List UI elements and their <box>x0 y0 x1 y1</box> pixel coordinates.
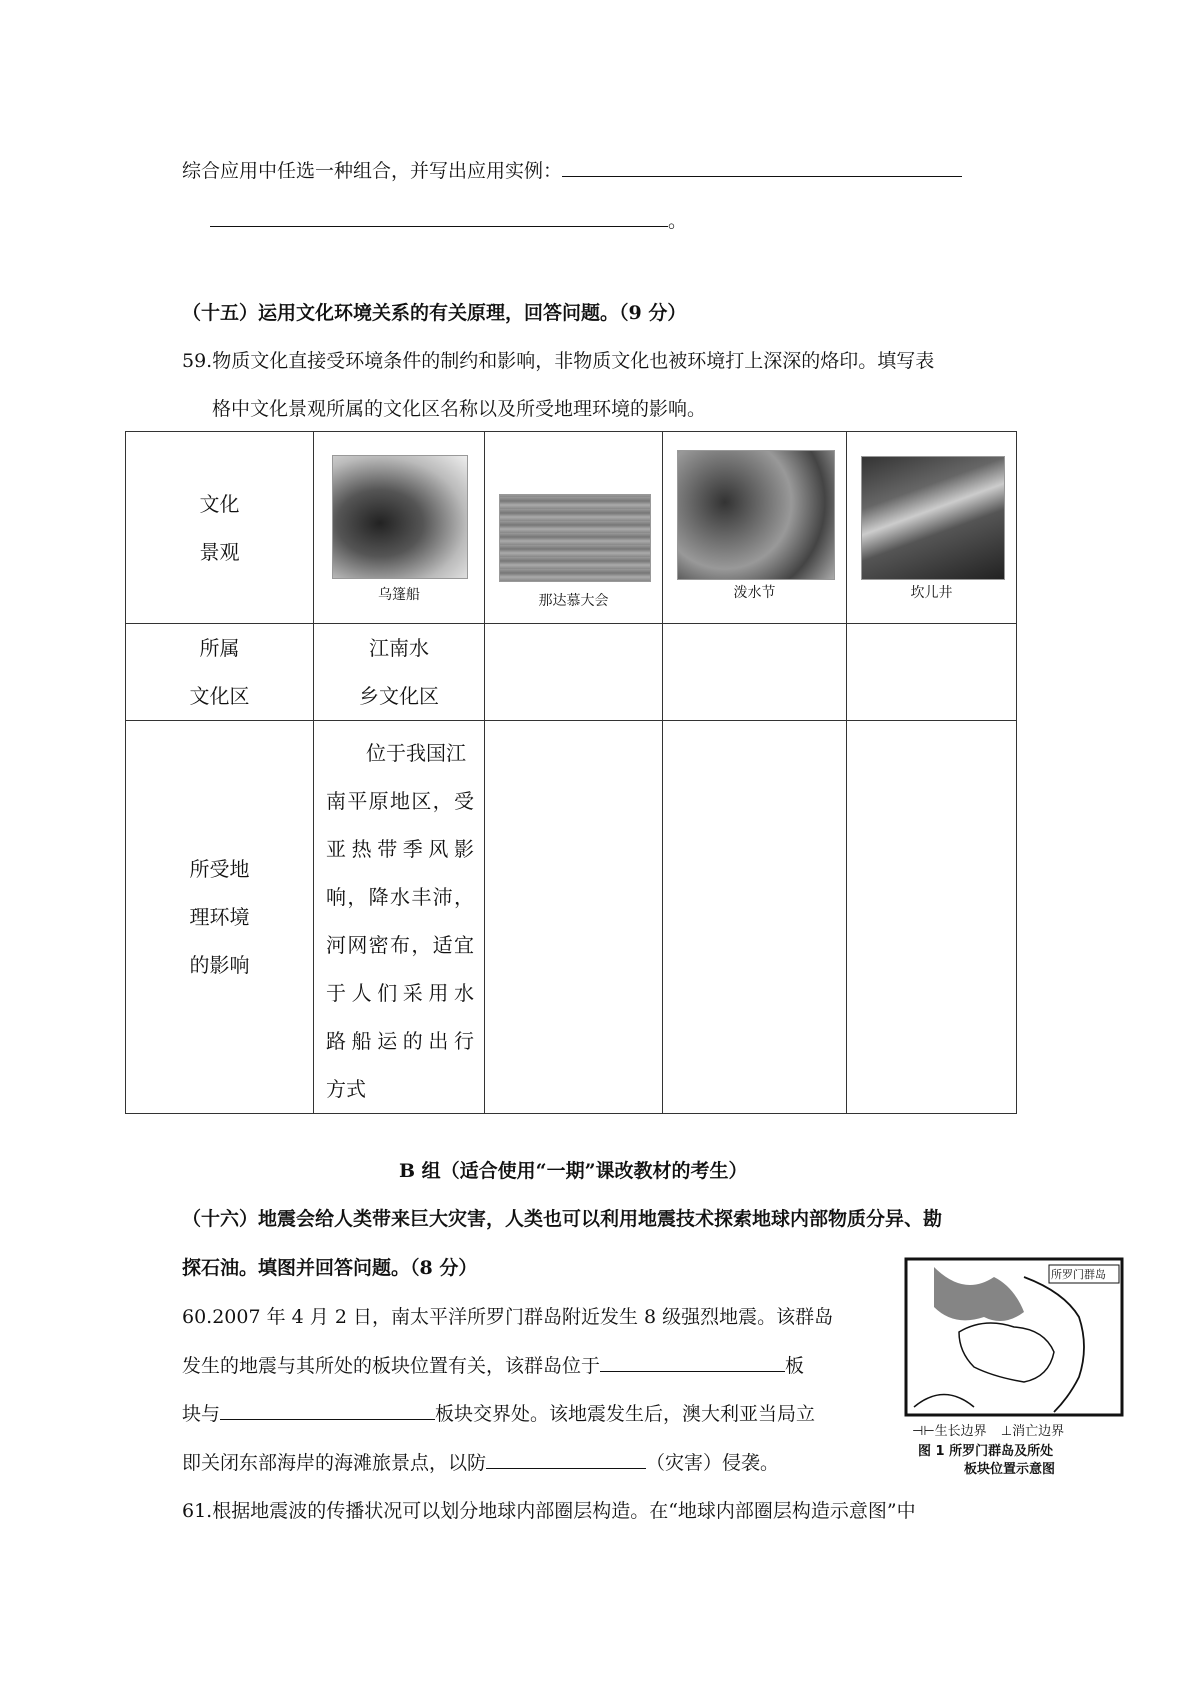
section-16-line-2: 探石油。填图并回答问题。（8 分） <box>182 1257 478 1279</box>
influence-cell-4[interactable] <box>847 721 1017 1114</box>
question-60-line-2 <box>182 1353 804 1378</box>
answer-line-2 <box>210 208 687 233</box>
photo-caption: 坎儿井 <box>910 585 953 601</box>
label-text: 文化区 <box>189 684 250 708</box>
photo-cell-water <box>663 432 847 624</box>
q60-text: 板块交界处。该地震发生后，澳大利亚当局立 <box>435 1403 816 1425</box>
influence-cell-1 <box>314 721 485 1114</box>
label-text: 所属 <box>199 636 240 660</box>
influence-cell-3[interactable] <box>663 721 847 1114</box>
photo-cell-festival <box>485 432 663 624</box>
label-text: 的影响 <box>189 953 250 977</box>
q60-text: 即关闭东部海岸的海滩旅景点，以防 <box>182 1452 487 1474</box>
map-caption-1: 图 1 所罗门群岛及所处 <box>918 1444 1054 1459</box>
festival-photo-icon <box>499 494 651 582</box>
disaster-blank[interactable] <box>486 1450 646 1469</box>
region-text: 江南水 <box>369 636 429 660</box>
label-text: 文化 <box>199 491 240 516</box>
question-59-line-1: 59.物质文化直接受环境条件的制约和影响，非物质文化也被环境打上深深的烙印。填写表 <box>182 350 935 372</box>
q60-text: 板 <box>785 1355 805 1377</box>
region-text: 乡文化区 <box>359 684 439 708</box>
water-festival-photo-icon <box>677 450 835 580</box>
boat-photo-icon <box>332 455 468 579</box>
photo-caption: 泼水节 <box>733 585 776 601</box>
question-60-line-3 <box>182 1401 815 1426</box>
row-label-influence <box>126 721 314 1114</box>
group-b-heading: B 组（适合使用“一期”课改教材的考生） <box>399 1160 748 1182</box>
answer-blank-1[interactable] <box>562 158 962 177</box>
legend-die-text: 消亡边界 <box>1012 1424 1065 1439</box>
grow-boundary-icon: ⊣⊢ <box>912 1424 935 1439</box>
influence-cell-2[interactable] <box>485 721 663 1114</box>
section-15-heading: （十五）运用文化环境关系的有关原理，回答问题。（9 分） <box>182 302 687 324</box>
influence-text: 于人们采用水 <box>326 981 474 1005</box>
row-label-region <box>126 624 314 721</box>
answer-prompt: 综合应用中任选一种组合，并写出应用实例： <box>182 160 563 182</box>
subduction-boundary-icon: ⊥ <box>1000 1424 1013 1439</box>
answer-blank-2[interactable] <box>210 208 668 227</box>
karez-photo-icon <box>861 456 1005 580</box>
region-cell-4[interactable] <box>847 624 1017 721</box>
legend-grow-text: 生长边界 <box>934 1424 987 1439</box>
plate-map-figure <box>904 1257 1124 1477</box>
map-legend <box>912 1420 1064 1439</box>
photo-caption: 乌篷船 <box>378 587 420 603</box>
influence-text: 响，降水丰沛， <box>326 885 474 909</box>
label-text: 所受地 <box>189 857 250 881</box>
q60-text: 块与 <box>182 1403 221 1425</box>
influence-text: 位于我国江 <box>366 741 466 765</box>
influence-text: 亚热带季风影 <box>326 837 474 861</box>
photo-caption: 那达慕大会 <box>538 593 609 609</box>
question-60-line-1: 60.2007 年 4 月 2 日，南太平洋所罗门群岛附近发生 8 级强烈地震。该群岛 <box>182 1306 834 1328</box>
influence-text: 方式 <box>326 1077 366 1101</box>
section-16-line-1: （十六）地震会给人类带来巨大灾害，人类也可以利用地震技术探索地球内部物质分异、勘 <box>182 1208 943 1230</box>
label-text: 理环境 <box>189 905 250 929</box>
region-cell-1 <box>314 624 485 721</box>
q60-text: （灾害）侵袭。 <box>646 1452 780 1474</box>
influence-text: 南平原地区，受 <box>326 789 474 813</box>
influence-text: 河网密布，适宜 <box>326 933 474 957</box>
region-cell-3[interactable] <box>663 624 847 721</box>
influence-text: 路船运的出行 <box>326 1029 474 1053</box>
row-label-landscape <box>126 432 314 624</box>
map-caption-2: 板块位置示意图 <box>964 1462 1056 1477</box>
culture-table <box>125 431 1017 1114</box>
period: 。 <box>668 210 688 232</box>
q60-text: 发生的地震与其所处的板块位置有关，该群岛位于 <box>182 1355 601 1377</box>
plate-blank-2[interactable] <box>220 1401 435 1420</box>
plate-blank-1[interactable] <box>600 1353 785 1372</box>
photo-cell-karez <box>847 432 1017 624</box>
question-60-line-4 <box>182 1450 779 1475</box>
label-text: 景观 <box>199 539 240 564</box>
question-59-line-2: 格中文化景观所属的文化区名称以及所受地理环境的影响。 <box>212 398 707 420</box>
region-cell-2[interactable] <box>485 624 663 721</box>
photo-cell-boat <box>314 432 485 624</box>
map-label-islands: 所罗门群岛 <box>1051 1268 1106 1281</box>
answer-line-1 <box>182 158 962 183</box>
question-61-line-1: 61.根据地震波的传播状况可以划分地球内部圈层构造。在“地球内部圈层构造示意图”中 <box>182 1500 916 1522</box>
